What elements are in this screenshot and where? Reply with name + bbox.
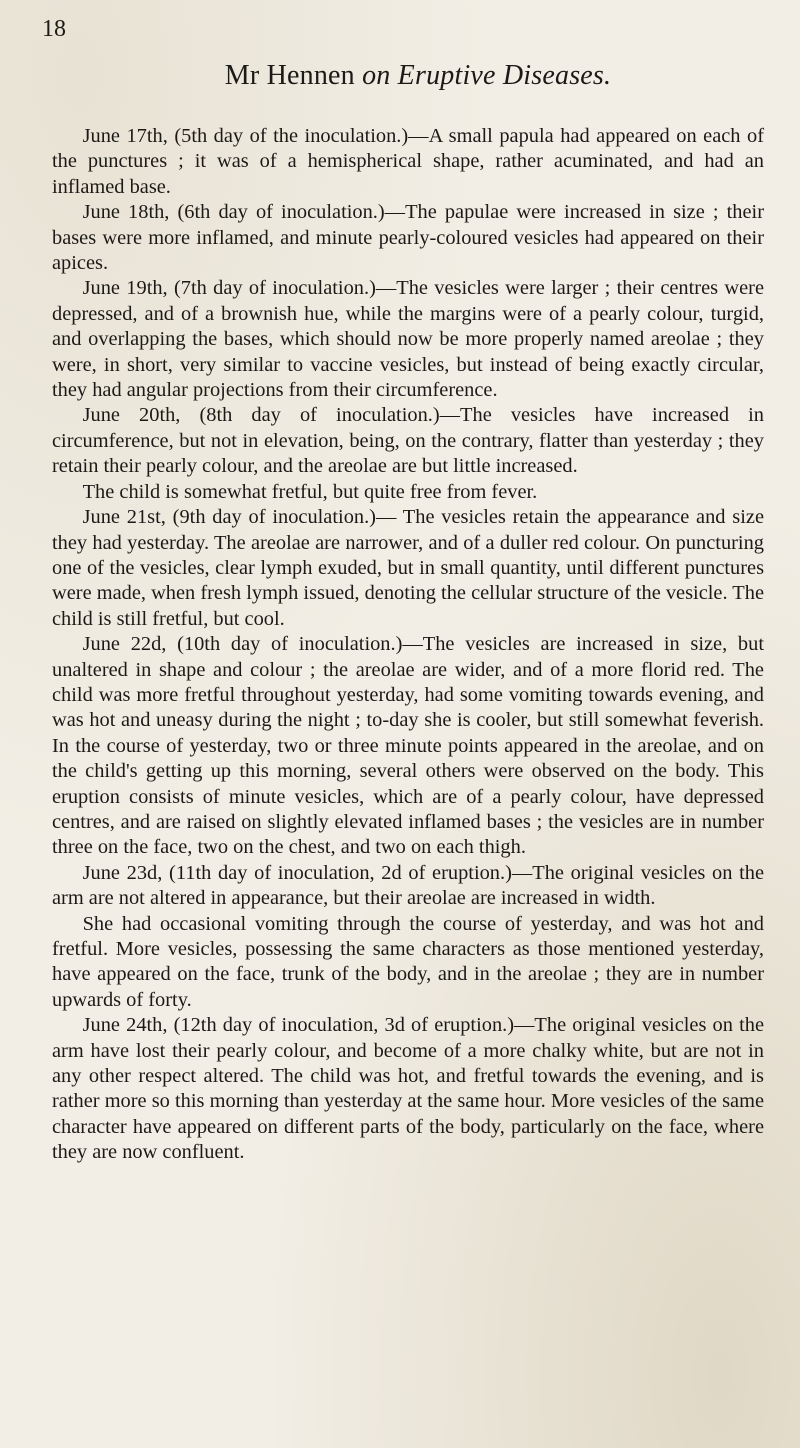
paragraph-june-22: June 22d, (10th day of inoculation.)—The vesicles are increased in size, but unaltered in shape and colour ; the areolae are wider, and of a more florid red. The child was more fretful throughout yesterday, had some vomiting towards evening, and was hot and uneasy during the night ; to-day she is cooler, but still somewhat feverish. In the course of yesterday, two or three minute points appeared in the areolae, and on the child's getting up this morning, several others were observed on the body. This eruption consists of minute vesicles, which are of a pearly colour, have depressed centres, and are raised on slightly elevated inflamed bases ; the vesicles are in number three on the face, two on the chest, and two on each thigh. — [52, 633, 764, 859]
paragraph-june-17: June 17th, (5th day of the inoculation.)—A small papula had appeared on each of the punctures ; it was of a hemispherical shape, rather acuminated, and had an inflamed base. — [52, 125, 764, 198]
running-head-connector: on — [362, 60, 391, 91]
running-head-author: Mr Hennen — [224, 60, 355, 91]
paragraph-june-21: June 21st, (9th day of inoculation.)— The vesicles retain the appearance and size they had yesterday. The areolae are narrower, and of a duller red colour. On puncturing one of the vesicles, clear lymph exuded, but in small quantity, until different punctures were made, when fresh lymph issued, denoting the cellular structure of the vesicle. The child is still fretful, but cool. — [52, 506, 764, 630]
page-number: 18 — [42, 16, 66, 42]
paragraph-june-23: June 23d, (11th day of inoculation, 2d of eruption.)—The original vesicles on the arm are not altered in appearance, but their areolae are increased in width. — [52, 861, 764, 910]
running-head-subject: Eruptive Diseases. — [397, 60, 612, 91]
paragraph-june-19: June 19th, (7th day of inoculation.)—The vesicles were larger ; their centres were depressed, and of a brownish hue, while the margins were of a pearly colour, turgid, and overlapping the bases, which should now be more properly named areolae ; they were, in short, very similar to vaccine vesicles, but instead of being exactly circular, they had angular projections from their circumference. — [52, 277, 764, 402]
running-head — [108, 60, 728, 92]
paragraph-june-24: June 24th, (12th day of inoculation, 3d of eruption.)—The original vesicles on the arm have lost their pearly colour, and become of a more chalky white, but are not in any other respect altered. The child was hot, and fretful towards the evening, and is rather more so this morning than yesterday at the same hour. More vesicles of the same character have appeared on different parts of the body, particularly on the face, where they are now confluent. — [52, 1014, 764, 1164]
body-text — [52, 124, 764, 1166]
paragraph-occasional-vomiting: She had occasional vomiting through the course of yesterday, and was hot and fretful. More vesicles, possessing the same characters as those mentioned yesterday, have appeared on the face, trunk of the body, and in the areolae ; they are in number upwards of forty. — [52, 912, 764, 1011]
paragraph-june-20: June 20th, (8th day of inoculation.)—The vesicles have increased in circumference, but not in elevation, being, on the contrary, flatter than yesterday ; they retain their pearly colour, and the areolae are but little increased. — [52, 404, 764, 478]
paragraph-june-18: June 18th, (6th day of inoculation.)—The papulae were increased in size ; their bases were more inflamed, and minute pearly-coloured vesicles had appeared on their apices. — [52, 201, 764, 275]
paragraph-child-fretful: The child is somewhat fretful, but quite free from fever. — [82, 480, 538, 503]
